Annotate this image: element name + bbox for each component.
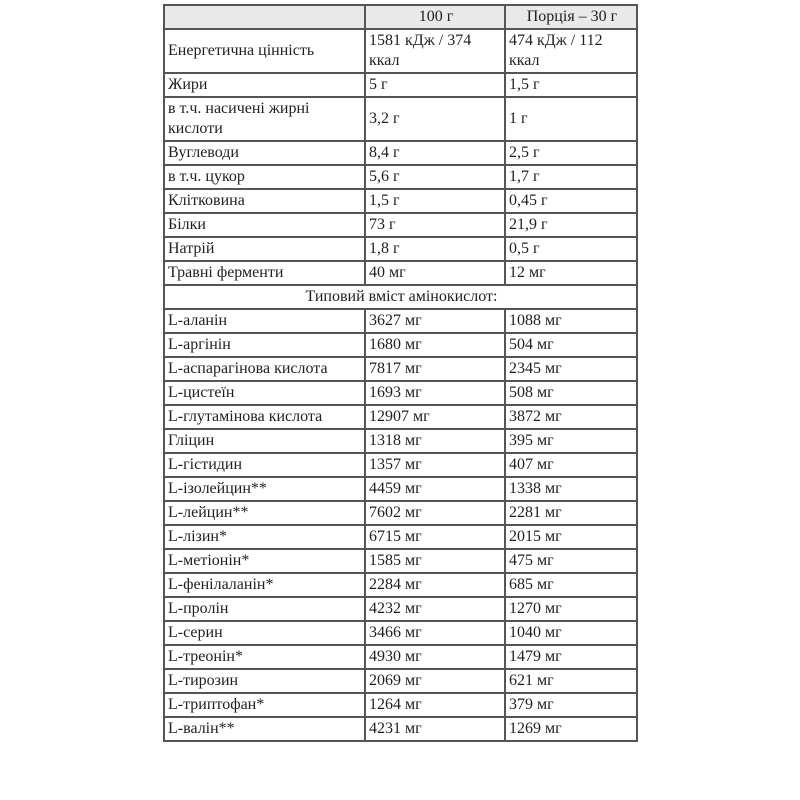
amino-acid-value-per-100g: 4231 мг: [365, 717, 505, 741]
amino-acid-value-per-100g: 1693 мг: [365, 381, 505, 405]
amino-acid-row: [164, 429, 637, 453]
nutrition-row: [164, 97, 637, 141]
amino-acid-row: [164, 621, 637, 645]
amino-acid-row: [164, 669, 637, 693]
amino-acid-row: [164, 717, 637, 741]
amino-acid-rows-body: [164, 309, 637, 741]
amino-acid-row: [164, 693, 637, 717]
amino-acid-value-per-portion: 508 мг: [505, 381, 637, 405]
amino-acid-value-per-100g: 12907 мг: [365, 405, 505, 429]
nutrient-value-per-100g: 40 мг: [365, 261, 505, 285]
nutrition-row: [164, 261, 637, 285]
nutrient-label: Білки: [164, 213, 365, 237]
amino-acid-label: L-лізин*: [164, 525, 365, 549]
amino-acid-label: L-гістидин: [164, 453, 365, 477]
amino-acid-value-per-100g: 3627 мг: [365, 309, 505, 333]
section-header-body: [164, 285, 637, 309]
amino-acid-label: L-фенілаланін*: [164, 573, 365, 597]
nutrient-value-per-portion: 21,9 г: [505, 213, 637, 237]
amino-acid-value-per-portion: 3872 мг: [505, 405, 637, 429]
nutrient-value-per-portion: 474 кДж / 112 ккал: [505, 29, 637, 73]
nutrient-value-per-portion: 0,5 г: [505, 237, 637, 261]
amino-acid-value-per-100g: 1357 мг: [365, 453, 505, 477]
amino-acid-label: L-аспарагінова кислота: [164, 357, 365, 381]
amino-acid-label: L-аргінін: [164, 333, 365, 357]
nutrient-value-per-100g: 5,6 г: [365, 165, 505, 189]
amino-acid-row: [164, 333, 637, 357]
amino-acid-value-per-portion: 2345 мг: [505, 357, 637, 381]
amino-acid-value-per-100g: 7817 мг: [365, 357, 505, 381]
amino-acid-row: [164, 453, 637, 477]
nutrition-row: [164, 29, 637, 73]
nutrient-label: Клітковина: [164, 189, 365, 213]
nutrient-label: в т.ч. насичені жирні кислоти: [164, 97, 365, 141]
amino-acid-value-per-portion: 685 мг: [505, 573, 637, 597]
amino-acid-value-per-portion: 1338 мг: [505, 477, 637, 501]
amino-acid-value-per-100g: 4930 мг: [365, 645, 505, 669]
amino-acid-row: [164, 501, 637, 525]
amino-acid-label: L-тирозин: [164, 669, 365, 693]
amino-acid-value-per-portion: 1270 мг: [505, 597, 637, 621]
table-header-row: [164, 5, 637, 29]
amino-acid-row: [164, 309, 637, 333]
amino-acid-row: [164, 573, 637, 597]
amino-acid-value-per-portion: 475 мг: [505, 549, 637, 573]
section-title: Типовий вміст амінокислот:: [164, 285, 637, 309]
nutrition-rows-body: [164, 29, 637, 285]
amino-acid-value-per-portion: 1040 мг: [505, 621, 637, 645]
amino-acid-label: L-пролін: [164, 597, 365, 621]
nutrient-value-per-100g: 1,5 г: [365, 189, 505, 213]
amino-acid-label: L-лейцин**: [164, 501, 365, 525]
nutrient-value-per-100g: 1,8 г: [365, 237, 505, 261]
nutrition-row: [164, 165, 637, 189]
amino-acid-value-per-100g: 7602 мг: [365, 501, 505, 525]
nutrient-value-per-portion: 1,5 г: [505, 73, 637, 97]
nutrient-label: в т.ч. цукор: [164, 165, 365, 189]
amino-acid-value-per-portion: 1269 мг: [505, 717, 637, 741]
amino-acid-label: L-серин: [164, 621, 365, 645]
nutrition-facts-table: [163, 4, 638, 742]
amino-acid-label: L-триптофан*: [164, 693, 365, 717]
nutrient-value-per-portion: 1,7 г: [505, 165, 637, 189]
amino-acid-value-per-portion: 379 мг: [505, 693, 637, 717]
amino-acid-value-per-100g: 1585 мг: [365, 549, 505, 573]
amino-acid-label: L-глутамінова кислота: [164, 405, 365, 429]
amino-acid-row: [164, 405, 637, 429]
nutrient-value-per-100g: 73 г: [365, 213, 505, 237]
nutrient-value-per-portion: 12 мг: [505, 261, 637, 285]
amino-acid-value-per-100g: 4232 мг: [365, 597, 505, 621]
nutrient-label: Жири: [164, 73, 365, 97]
nutrition-row: [164, 73, 637, 97]
amino-acid-row: [164, 525, 637, 549]
amino-acid-row: [164, 549, 637, 573]
nutrition-row: [164, 237, 637, 261]
nutrient-value-per-100g: 5 г: [365, 73, 505, 97]
nutrient-value-per-100g: 3,2 г: [365, 97, 505, 141]
nutrient-label: Енергетична цінність: [164, 29, 365, 73]
nutrition-row: [164, 189, 637, 213]
amino-acid-label: L-метіонін*: [164, 549, 365, 573]
amino-acid-value-per-100g: 1680 мг: [365, 333, 505, 357]
amino-acid-label: Гліцин: [164, 429, 365, 453]
amino-acid-label: L-валін**: [164, 717, 365, 741]
section-header-row: [164, 285, 637, 309]
amino-acid-value-per-100g: 4459 мг: [365, 477, 505, 501]
nutrient-label: Травні ферменти: [164, 261, 365, 285]
amino-acid-value-per-100g: 1264 мг: [365, 693, 505, 717]
nutrient-label: Вуглеводи: [164, 141, 365, 165]
amino-acid-value-per-portion: 2015 мг: [505, 525, 637, 549]
header-per-100g: 100 г: [365, 5, 505, 29]
amino-acid-value-per-portion: 395 мг: [505, 429, 637, 453]
nutrient-value-per-portion: 0,45 г: [505, 189, 637, 213]
amino-acid-value-per-100g: 1318 мг: [365, 429, 505, 453]
amino-acid-row: [164, 597, 637, 621]
amino-acid-value-per-portion: 407 мг: [505, 453, 637, 477]
nutrient-value-per-100g: 8,4 г: [365, 141, 505, 165]
amino-acid-row: [164, 357, 637, 381]
amino-acid-value-per-100g: 2069 мг: [365, 669, 505, 693]
amino-acid-row: [164, 381, 637, 405]
header-empty-cell: [164, 5, 365, 29]
amino-acid-row: [164, 477, 637, 501]
amino-acid-label: L-треонін*: [164, 645, 365, 669]
amino-acid-value-per-portion: 2281 мг: [505, 501, 637, 525]
amino-acid-value-per-portion: 504 мг: [505, 333, 637, 357]
nutrient-label: Натрій: [164, 237, 365, 261]
nutrition-row: [164, 213, 637, 237]
amino-acid-label: L-аланін: [164, 309, 365, 333]
nutrition-row: [164, 141, 637, 165]
nutrient-value-per-portion: 1 г: [505, 97, 637, 141]
header-per-portion: Порція – 30 г: [505, 5, 637, 29]
amino-acid-value-per-portion: 621 мг: [505, 669, 637, 693]
amino-acid-value-per-100g: 3466 мг: [365, 621, 505, 645]
amino-acid-value-per-portion: 1088 мг: [505, 309, 637, 333]
amino-acid-value-per-100g: 2284 мг: [365, 573, 505, 597]
nutrient-value-per-100g: 1581 кДж / 374 ккал: [365, 29, 505, 73]
nutrient-value-per-portion: 2,5 г: [505, 141, 637, 165]
amino-acid-value-per-portion: 1479 мг: [505, 645, 637, 669]
amino-acid-row: [164, 645, 637, 669]
amino-acid-label: L-ізолейцин**: [164, 477, 365, 501]
amino-acid-value-per-100g: 6715 мг: [365, 525, 505, 549]
amino-acid-label: L-цистеїн: [164, 381, 365, 405]
